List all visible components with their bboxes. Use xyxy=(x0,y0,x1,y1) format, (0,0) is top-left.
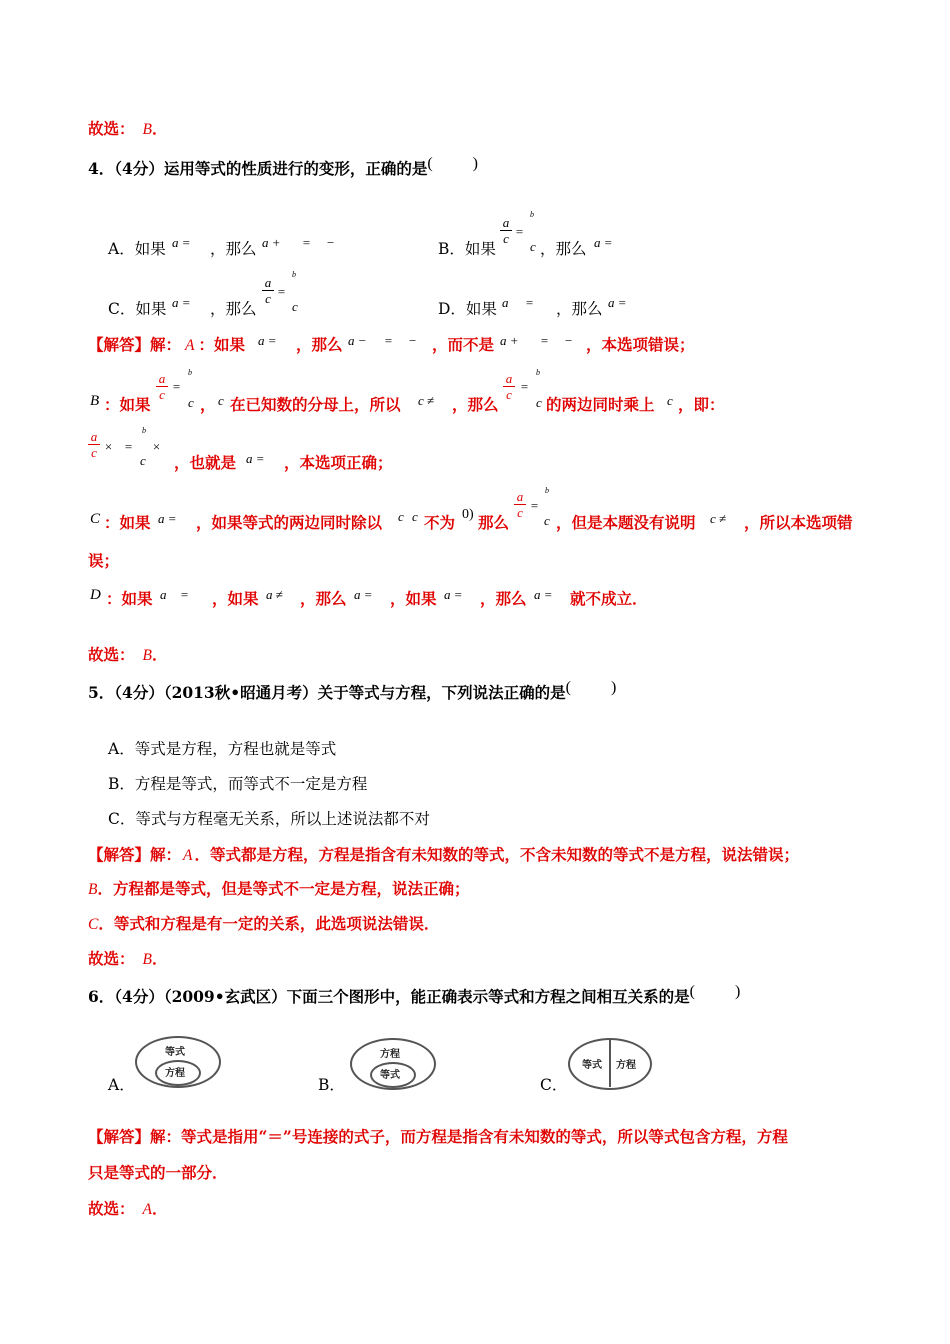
figure-label: 等式 xyxy=(165,1047,185,1058)
numerator: a xyxy=(502,215,510,230)
text: ，但是本题没有说明 xyxy=(556,513,696,532)
numerator: a xyxy=(90,429,98,444)
sol4-final-answer xyxy=(88,644,168,667)
math: 0) xyxy=(462,507,474,522)
math: b xyxy=(545,486,549,495)
math: a = xyxy=(354,587,373,602)
solution-tag: 【解答】 xyxy=(88,335,151,354)
math: c xyxy=(412,509,418,524)
text: ：如果 xyxy=(104,513,151,532)
text: ：如果 xyxy=(106,589,153,608)
text: ，那么 xyxy=(300,589,347,608)
math: = xyxy=(540,333,549,348)
solution-tag: 【解答】 xyxy=(88,845,151,864)
option-text: ，那么 xyxy=(556,300,603,318)
q6-option-b-label: B． xyxy=(318,1076,345,1094)
text: 解：等式是指用“＝”号连接的式子，而方程是指含有未知数的等式，所以等式包含方程，方程 xyxy=(150,1127,788,1146)
math: b xyxy=(142,426,146,435)
figure-label: 方程 xyxy=(616,1060,636,1071)
paren-close: ) xyxy=(734,983,741,1000)
text: ，如果 xyxy=(212,589,259,608)
q6-option-c-label: C． xyxy=(540,1076,568,1094)
math: × xyxy=(104,439,113,454)
math: = xyxy=(530,498,539,513)
text: ，所以本选项错 xyxy=(744,513,853,532)
sol5-line2 xyxy=(88,878,469,901)
math: − xyxy=(564,333,573,348)
sol5-line3 xyxy=(88,913,439,936)
math: = xyxy=(302,235,311,250)
math: c xyxy=(530,239,536,254)
paren-open: ( xyxy=(427,155,433,172)
text: 的两边同时乘上 xyxy=(546,395,655,414)
text: ：如果 xyxy=(104,395,151,414)
paren-open: ( xyxy=(689,983,695,1000)
sol6-final-answer xyxy=(88,1198,168,1221)
denominator: c xyxy=(503,231,509,246)
paren-close: ) xyxy=(472,155,478,172)
sol4-line5: 误； xyxy=(88,551,120,570)
math: c xyxy=(292,299,298,314)
math: a = xyxy=(594,235,613,250)
q5-option-c: C．等式与方程毫无关系，所以上述说法都不对 xyxy=(108,810,430,828)
answer-suffix: ． xyxy=(151,645,168,664)
math: = xyxy=(172,379,181,394)
math: b xyxy=(292,270,296,279)
answer-letter: B xyxy=(142,121,152,138)
math: a = xyxy=(172,235,191,250)
math: C xyxy=(88,916,99,933)
option-text: ，那么 xyxy=(210,300,257,318)
math: b xyxy=(530,210,534,219)
text: ，那么 xyxy=(296,335,343,354)
text: 那么 xyxy=(478,513,510,532)
figure-label: 方程 xyxy=(380,1049,400,1060)
denominator: c xyxy=(91,445,97,460)
math: a − xyxy=(348,333,367,348)
answer-suffix: ． xyxy=(151,949,168,968)
math: C xyxy=(90,511,101,527)
math: c ≠ xyxy=(418,393,435,408)
math: c xyxy=(140,453,146,468)
math: b xyxy=(188,368,192,377)
numerator: a xyxy=(516,489,524,504)
text: ，即： xyxy=(678,395,725,414)
figure-c-diagram xyxy=(568,1038,654,1090)
answer-prefix: 故选： xyxy=(88,645,135,664)
math: c xyxy=(398,509,404,524)
math: a + xyxy=(500,333,519,348)
math: c xyxy=(544,513,550,528)
option-label: A．如果 xyxy=(108,240,166,258)
text: 不为 xyxy=(424,513,456,532)
q4-stem xyxy=(88,155,478,181)
math: − xyxy=(408,333,417,348)
sol6-line2: 只是等式的一部分． xyxy=(88,1163,228,1182)
sol5-line1 xyxy=(88,844,799,867)
paren-open: ( xyxy=(565,679,571,696)
q4-stem-text: 4．（4分）运用等式的性质进行的变形，正确的是 xyxy=(88,159,428,178)
denominator: c xyxy=(517,505,523,520)
q6-stem-text: 6．（4分）（2009•玄武区）下面三个图形中，能正确表示等式和方程之间相互关系的是 xyxy=(88,987,690,1006)
math: B xyxy=(88,881,98,898)
math: = xyxy=(515,224,524,239)
math: a = xyxy=(444,587,463,602)
math: a xyxy=(160,587,167,602)
math: a + xyxy=(262,235,281,250)
answer-letter: B xyxy=(142,647,152,664)
math: B xyxy=(90,393,100,409)
figure-label: 方程 xyxy=(165,1068,185,1079)
denominator: c xyxy=(265,291,271,306)
answer-letter: A xyxy=(142,1201,152,1218)
q4-option-c: C．如果 xyxy=(108,300,167,318)
fraction xyxy=(88,430,100,459)
text: 就不成立． xyxy=(570,589,648,608)
text: ，那么 xyxy=(480,589,527,608)
q5-stem xyxy=(88,679,617,705)
fraction xyxy=(514,490,526,519)
text: ，而不是 xyxy=(432,335,495,354)
fraction xyxy=(262,276,274,305)
numerator: a xyxy=(158,371,166,386)
math: = xyxy=(384,333,393,348)
top-answer-line xyxy=(88,118,168,141)
q6-stem xyxy=(88,983,741,1009)
numerator: a xyxy=(505,371,513,386)
fraction xyxy=(503,372,515,401)
text: 解： xyxy=(150,335,182,354)
math: A xyxy=(183,847,193,864)
q5-option-b: B．方程是等式，而等式不一定是方程 xyxy=(108,775,368,793)
math: a ≠ xyxy=(266,587,283,602)
math: c xyxy=(188,395,194,410)
math: D xyxy=(90,587,101,603)
math: − xyxy=(326,235,335,250)
text: ，本选项错误； xyxy=(586,335,695,354)
math: a = xyxy=(172,295,191,310)
text: ：如果 xyxy=(198,335,246,354)
figure-a-diagram xyxy=(135,1036,221,1088)
text: ，如果等式的两边同时除以 xyxy=(196,513,383,532)
figure-b-diagram xyxy=(350,1038,436,1090)
paren-close: ) xyxy=(610,679,617,696)
math: a = xyxy=(258,333,277,348)
numerator: a xyxy=(264,275,272,290)
denominator: c xyxy=(506,387,512,402)
math: = xyxy=(124,439,133,454)
divider-line xyxy=(609,1039,611,1087)
answer-suffix: ． xyxy=(151,1199,168,1218)
fraction xyxy=(500,216,512,245)
q4-option-d: D．如果 xyxy=(438,300,497,318)
answer-suffix: ． xyxy=(151,119,168,138)
option-text: ，那么 xyxy=(540,240,587,258)
text: ．等式和方程是有一定的关系，此选项说法错误． xyxy=(98,914,440,933)
math: a = xyxy=(534,587,553,602)
math: a = xyxy=(608,295,627,310)
sol5-final-answer xyxy=(88,948,168,971)
text: ，如果 xyxy=(390,589,437,608)
q6-option-a-label: A． xyxy=(108,1076,135,1094)
solution-tag: 【解答】 xyxy=(88,1127,151,1146)
math: b xyxy=(536,368,540,377)
answer-prefix: 故选： xyxy=(88,119,135,138)
math: = xyxy=(180,587,189,602)
answer-prefix: 故选： xyxy=(88,949,135,968)
text: ．等式都是方程，方程是指含有未知数的等式，不含未知数的等式不是方程，说法错误； xyxy=(194,845,800,864)
text: ， xyxy=(200,395,216,414)
math: × xyxy=(152,439,161,454)
math: c xyxy=(536,395,542,410)
sol6-line1 xyxy=(88,1126,788,1148)
math: c xyxy=(218,393,224,408)
math: = xyxy=(520,379,529,394)
sol4-line1 xyxy=(88,334,245,357)
text: ，也就是 xyxy=(174,453,237,472)
q5-stem-text: 5．（4分）（2013秋•昭通月考）关于等式与方程，下列说法正确的是 xyxy=(88,683,566,702)
figure-label: 等式 xyxy=(380,1070,400,1081)
option-text: ，那么 xyxy=(210,240,257,258)
math: A xyxy=(185,337,195,354)
q4-option-a xyxy=(108,238,166,260)
math: c ≠ xyxy=(710,511,727,526)
math: = xyxy=(525,295,534,310)
fraction xyxy=(156,372,168,401)
text: ．方程都是等式，但是等式不一定是方程，说法正确； xyxy=(97,879,470,898)
answer-letter: B xyxy=(142,951,152,968)
text: ，那么 xyxy=(452,395,499,414)
math: a = xyxy=(158,511,177,526)
q5-option-a: A．等式是方程，方程也就是等式 xyxy=(108,740,337,758)
text: ，本选项正确； xyxy=(284,453,393,472)
text: 解： xyxy=(150,845,182,864)
denominator: c xyxy=(159,387,165,402)
q4-option-b: B．如果 xyxy=(438,240,496,258)
math: a = xyxy=(246,451,265,466)
figure-label: 等式 xyxy=(582,1060,602,1071)
text: 在已知数的分母上，所以 xyxy=(230,395,401,414)
math: c xyxy=(667,393,673,408)
answer-prefix: 故选： xyxy=(88,1199,135,1218)
math: = xyxy=(277,284,286,299)
math: a xyxy=(502,295,509,310)
